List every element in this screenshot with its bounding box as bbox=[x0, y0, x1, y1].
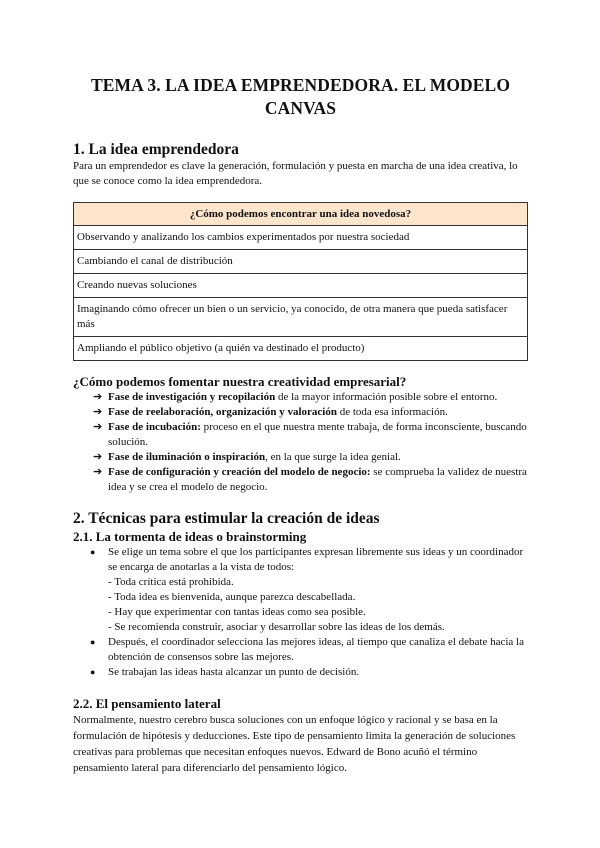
arrow-icon: ➔ bbox=[93, 391, 103, 403]
table-row: Imaginando cómo ofrecer un bien o un servicio, ya conocido, de otra manera que pueda satisfacer más bbox=[74, 298, 528, 337]
table-row: Observando y analizando los cambios experimentados por nuestra sociedad bbox=[74, 226, 528, 250]
table-row: Cambiando el canal de distribución bbox=[74, 250, 528, 274]
list-item bbox=[73, 635, 528, 665]
bullet-icon: ● bbox=[90, 637, 96, 647]
section-1-heading: 1. La idea emprendedora bbox=[73, 141, 239, 158]
table-header: ¿Cómo podemos encontrar una idea novedosa? bbox=[74, 203, 528, 226]
bullet-text: Se elige un tema sobre el que los participantes expresan libremente sus ideas y un coordinador se encarga de anotarlas a la vista de todos: bbox=[108, 546, 524, 573]
rule-item: - Hay que experimentar con tantas ideas como sea posible. bbox=[108, 606, 366, 618]
phase-text: de la mayor información posible sobre el entorno. bbox=[275, 391, 498, 403]
phase-name: Fase de investigación y recopilación bbox=[108, 391, 276, 403]
section-2-2-heading: 2.2. El pensamiento lateral bbox=[73, 696, 221, 711]
list-item bbox=[73, 545, 528, 635]
section-2-1-heading: 2.1. La tormenta de ideas o brainstorming bbox=[73, 529, 307, 544]
rule-item: - Toda idea es bienvenida, aunque parezca descabellada. bbox=[108, 591, 356, 603]
bullet-text: Después, el coordinador selecciona las mejores ideas, al tiempo que canaliza el debate hacia la obtención de consensos sobre las mejores. bbox=[108, 636, 524, 663]
list-item bbox=[73, 420, 528, 450]
arrow-icon: ➔ bbox=[93, 421, 103, 433]
phase-text: se comprueba la validez de nuestra idea y se crea el modelo de negocio. bbox=[108, 466, 527, 493]
arrow-icon: ➔ bbox=[93, 466, 103, 478]
document-title: TEMA 3. LA IDEA EMPRENDEDORA. EL MODELO CANVAS bbox=[90, 75, 511, 118]
phase-name: Fase de iluminación o inspiración bbox=[108, 451, 266, 463]
list-item bbox=[73, 665, 528, 680]
list-item bbox=[73, 450, 528, 465]
phase-name: Fase de reelaboración, organización y valoración bbox=[108, 406, 337, 418]
phases-list bbox=[73, 390, 528, 495]
brainstorming-list bbox=[73, 545, 528, 680]
list-item bbox=[73, 390, 528, 405]
table-row: Ampliando el público objetivo (a quién va destinado el producto) bbox=[74, 337, 528, 361]
arrow-icon: ➔ bbox=[93, 406, 103, 418]
bullet-icon: ● bbox=[90, 547, 96, 557]
phase-text: de toda esa información. bbox=[336, 406, 448, 418]
document-page bbox=[73, 74, 528, 776]
phase-name: Fase de configuración y creación del modelo de negocio: bbox=[108, 466, 371, 478]
rule-item: - Se recomienda construir, asociar y desarrollar sobre las ideas de los demás. bbox=[108, 621, 445, 633]
table-row: Creando nuevas soluciones bbox=[74, 274, 528, 298]
section-1-paragraph: Para un emprendedor es clave la generación, formulación y puesta en marcha de una idea creativa, lo que se conoce como la idea emprendedora. bbox=[73, 160, 518, 187]
section-2-2-paragraph: Normalmente, nuestro cerebro busca soluciones con un enfoque lógico y racional y se basa en la formulación de hipótesis y deducciones. Este tipo de pensamiento limita la generación de soluciones creativas para problemas que necesitan enfoques nuevos. Edward de Bono acuñó el término pensamiento lateral para diferenciarlo del pensamiento lógico. bbox=[73, 714, 516, 774]
fomentar-heading: ¿Cómo podemos fomentar nuestra creatividad empresarial? bbox=[73, 374, 407, 389]
ideas-table bbox=[73, 202, 528, 361]
list-item bbox=[73, 465, 528, 495]
bullet-icon: ● bbox=[90, 667, 96, 677]
rule-item: - Toda crítica está prohibida. bbox=[108, 576, 234, 588]
section-2-heading: 2. Técnicas para estimular la creación de ideas bbox=[73, 510, 380, 527]
phase-text: , en la que surge la idea genial. bbox=[265, 451, 401, 463]
phase-text: proceso en el que nuestra mente trabaja, de forma inconsciente, buscando solución. bbox=[108, 421, 527, 448]
list-item bbox=[73, 405, 528, 420]
bullet-text: Se trabajan las ideas hasta alcanzar un punto de decisión. bbox=[108, 666, 360, 678]
arrow-icon: ➔ bbox=[93, 451, 103, 463]
phase-name: Fase de incubación: bbox=[108, 421, 201, 433]
